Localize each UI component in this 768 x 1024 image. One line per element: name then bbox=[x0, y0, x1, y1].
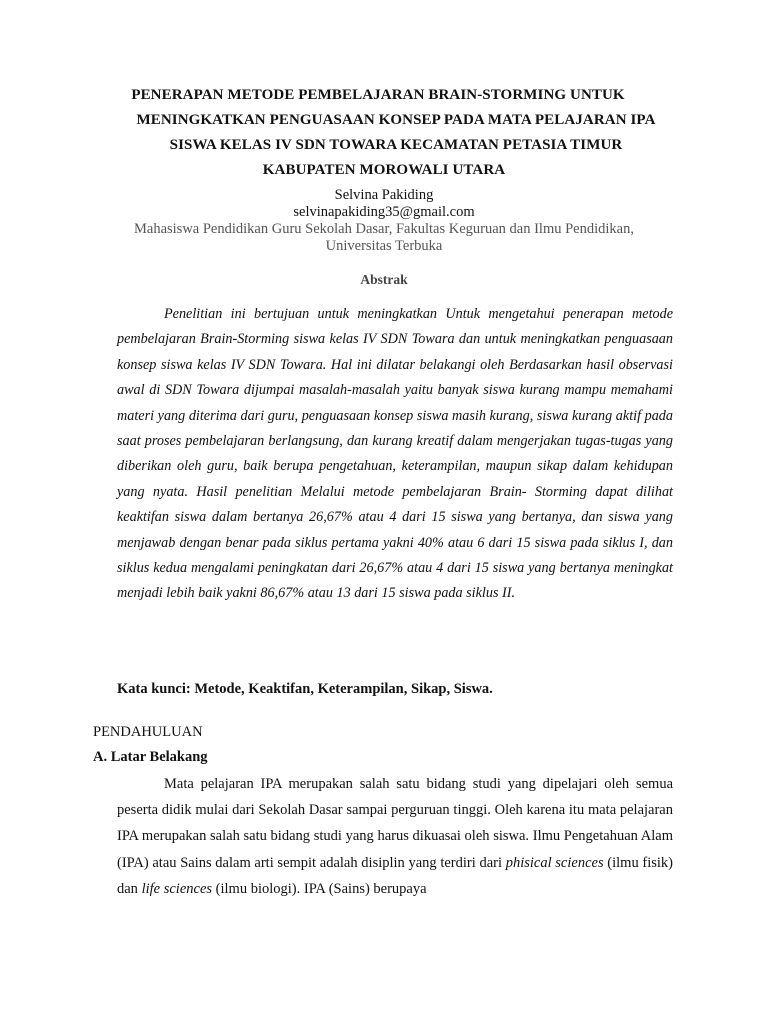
term-phisical-sciences: phisical sciences bbox=[505, 854, 604, 871]
body-text-part-3: (ilmu biologi). IPA (Sains) berupaya bbox=[212, 880, 427, 897]
affiliation-line-2: Universitas Terbuka bbox=[325, 238, 443, 254]
author-email: selvinapakiding35@gmail.com bbox=[293, 204, 475, 220]
title-line-4: KABUPATEN MOROWALI UTARA bbox=[262, 162, 506, 178]
subsection-heading: A. Latar Belakang bbox=[93, 749, 208, 765]
abstract-text: Penelitian ini bertujuan untuk meningkatkan Untuk mengetahui penerapan metode pembelajaran Brain-Storming siswa kelas IV SDN Towara dan untuk meningkatkan penguasaan konsep siswa kelas IV SDN Towara. Hal ini dilatar belakangi oleh Berdasarkan hasil observasi awal di SDN Towara dijumpai masalah-masalah yaitu banyak siswa kurang mampu memahami materi yang diterima dari guru, penguasaan konsep siswa masih kurang, siswa kurang aktif pada saat proses pembelajaran berlangsung, dan kurang kreatif dalam mengerjakan tugas-tugas yang diberikan oleh guru, baik berupa pengetahuan, keterampilan, maupun sikap dalam kehidupan yang nyata. Hasil penelitian Melalui metode pembelajaran Brain- Storming dapat dilihat keaktifan siswa dalam bertanya 26,67% atau 4 dari 15 siswa yang bertanya, dan siswa yang menjawab dengan benar pada siklus pertama yakni 40% atau 6 dari 15 siswa pada siklus I, dan siklus kedua mengalami peningkatan dari 26,67% atau 4 dari 15 siswa yang bertanya meningkat menjadi lebih baik yakni 86,67% atau 13 dari 15 siswa pada siklus II. bbox=[117, 306, 673, 602]
keywords: Kata kunci: Metode, Keaktifan, Keterampilan, Sikap, Siswa. bbox=[117, 681, 493, 697]
abstract-heading: Abstrak bbox=[360, 272, 408, 287]
title-line-2: MENINGKATKAN PENGUASAAN KONSEP PADA MATA PELAJARAN IPA bbox=[136, 112, 656, 128]
title-line-3: SISWA KELAS IV SDN TOWARA KECAMATAN PETASIA TIMUR bbox=[169, 137, 623, 153]
body-text-part-2: (ilmu fisik) dan bbox=[117, 854, 673, 897]
section-heading: PENDAHULUAN bbox=[93, 724, 203, 740]
term-life-sciences: life sciences bbox=[141, 880, 213, 897]
body-paragraph bbox=[117, 771, 673, 902]
title-line-1: PENERAPAN METODE PEMBELAJARAN BRAIN-STORMING UNTUK bbox=[131, 87, 625, 103]
body-text-part-1: Mata pelajaran IPA merupakan salah satu bidang studi yang dipelajari oleh semua peserta didik mulai dari Sekolah Dasar sampai perguruan tinggi. Oleh karena itu mata pelajaran IPA merupakan salah satu bidang studi yang harus dikuasai oleh siswa. Ilmu Pengetahuan Alam (IPA) atau Sains dalam arti sempit adalah disiplin yang terdiri dari bbox=[117, 776, 673, 871]
affiliation-line-1: Mahasiswa Pendidikan Guru Sekolah Dasar, Fakultas Keguruan dan Ilmu Pendidikan, bbox=[134, 221, 634, 237]
author-name: Selvina Pakiding bbox=[334, 187, 434, 203]
